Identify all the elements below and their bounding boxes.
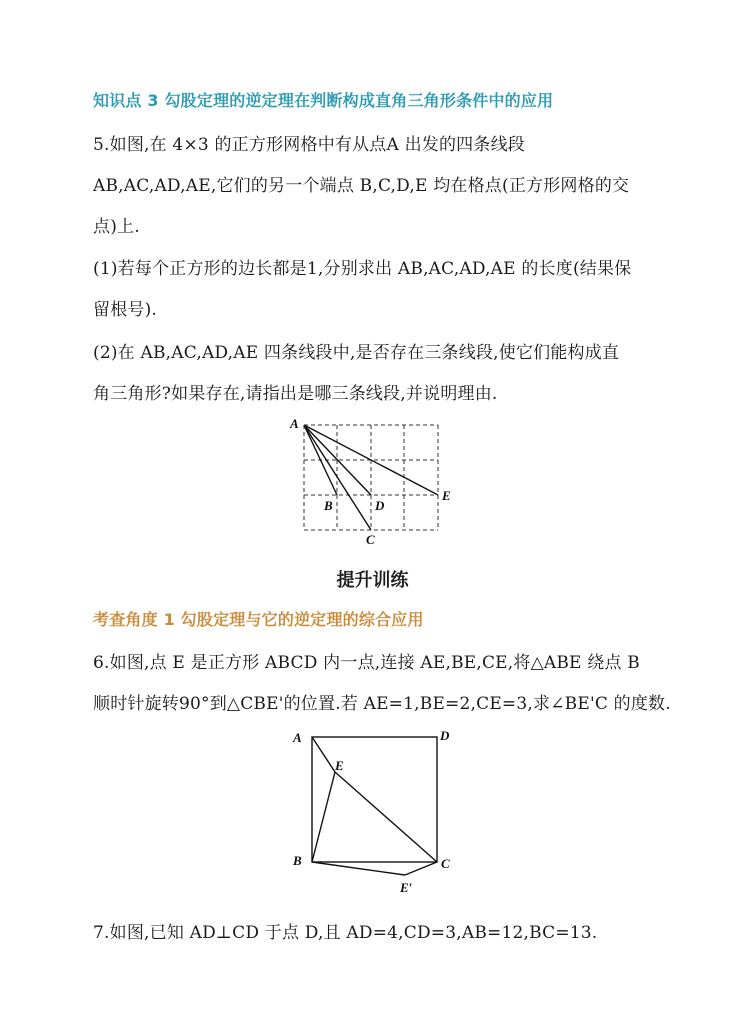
segment-be bbox=[312, 772, 335, 862]
problem6-line2: 顺时针旋转90°到△CBE'的位置.若 AE=1,BE=2,CE=3,求∠BE'C 的度数. bbox=[93, 694, 671, 714]
problem5-line7: 角三角形?如果存在,请指出是哪三条线段,并说明理由. bbox=[93, 384, 498, 404]
section-heading-knowledge-point-3: 知识点 3 勾股定理的逆定理在判断构成直角三角形条件中的应用 bbox=[93, 91, 554, 110]
training-section-title: 提升训练 bbox=[336, 570, 409, 591]
grid-figure bbox=[280, 410, 470, 550]
square-lines bbox=[312, 737, 437, 875]
problem5-line4: (1)若每个正方形的边长都是1,分别求出 AB,AC,AD,AE 的长度(结果保 bbox=[93, 259, 632, 279]
segment-be-prime bbox=[312, 862, 405, 875]
problem5-line6: (2)在 AB,AC,AD,AE 四条线段中,是否存在三条线段,使它们能构成直 bbox=[93, 343, 620, 363]
square-abcd bbox=[312, 737, 437, 862]
problem5-line3: 点)上. bbox=[93, 217, 140, 237]
problem5-line5: 留根号). bbox=[93, 300, 158, 320]
section-heading-angle-1: 考查角度 1 勾股定理与它的逆定理的综合应用 bbox=[93, 610, 424, 629]
problem5-line2: AB,AC,AD,AE,它们的另一个端点 B,C,D,E 均在格点(正方形网格的交 bbox=[93, 176, 630, 196]
square-figure bbox=[280, 720, 470, 905]
label-e: E bbox=[442, 488, 451, 503]
problem7-line1: 7.如图,已知 AD⊥CD 于点 D,且 AD=4,CD=3,AB=12,BC=13. bbox=[93, 923, 598, 943]
problem6-line1: 6.如图,点 E 是正方形 ABCD 内一点,连接 AE,BE,CE,将△ABE 绕点 B bbox=[93, 653, 640, 673]
grid-lines bbox=[304, 425, 438, 530]
label-d: D bbox=[375, 498, 385, 513]
label-d: D bbox=[440, 728, 450, 743]
segment-ae bbox=[312, 737, 335, 772]
label-e-prime: E′ bbox=[400, 880, 413, 895]
segment-ce-prime bbox=[405, 862, 437, 875]
label-c: C bbox=[441, 856, 450, 871]
label-a: A bbox=[290, 416, 299, 431]
label-b: B bbox=[293, 853, 302, 868]
segment-ce bbox=[335, 772, 437, 862]
label-e: E bbox=[335, 758, 344, 773]
label-a: A bbox=[293, 730, 302, 745]
label-c: C bbox=[366, 532, 375, 547]
problem5-line1: 5.如图,在 4×3 的正方形网格中有从点A 出发的四条线段 bbox=[93, 135, 525, 155]
label-b: B bbox=[324, 498, 333, 513]
